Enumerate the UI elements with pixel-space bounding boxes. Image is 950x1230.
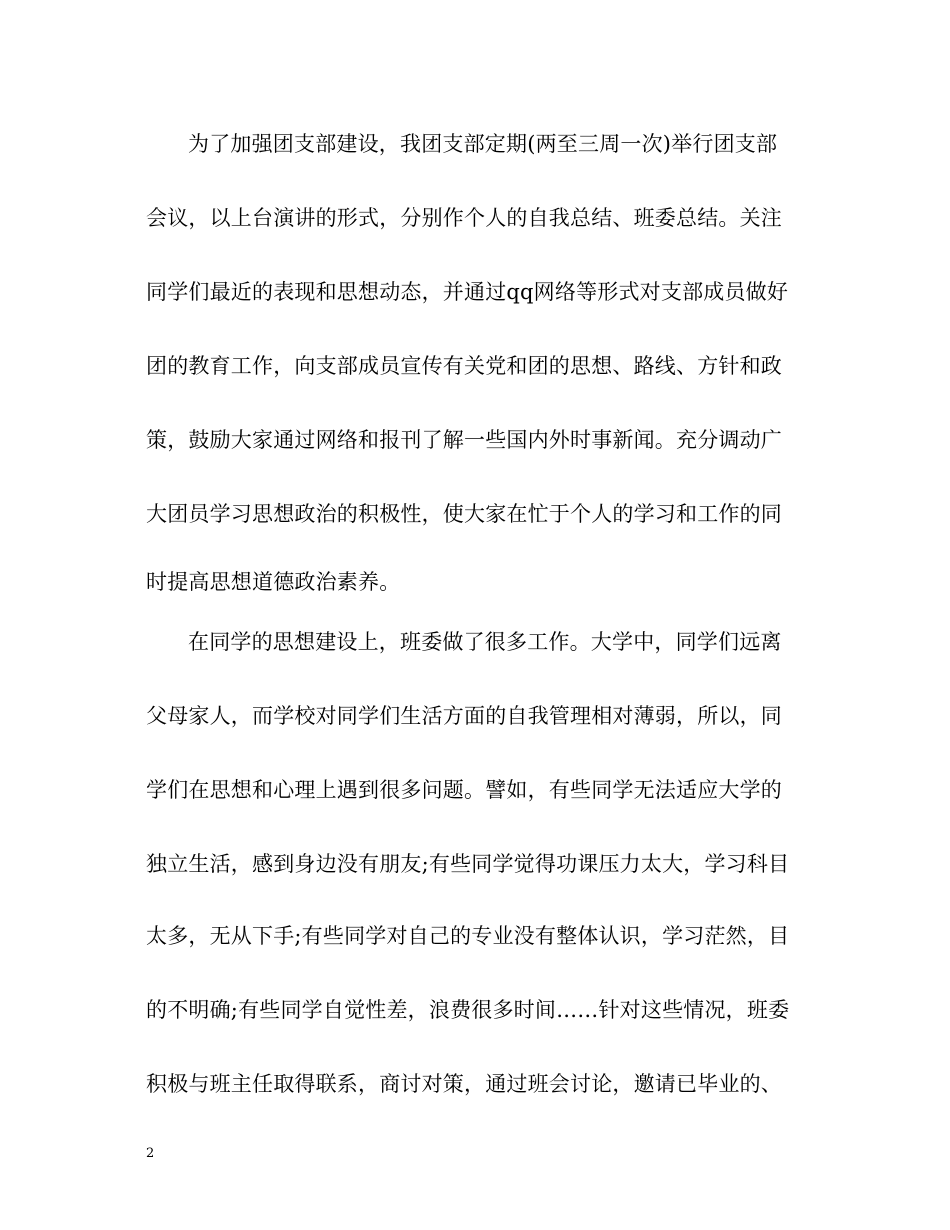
paragraph-1-line-7: 时提高思想道德政治素养。	[146, 570, 401, 594]
paragraph-1-line-5: 策，鼓励大家通过网络和报刊了解一些国内外时事新闻。充分调动广	[146, 428, 782, 452]
paragraph-1-line-2: 会议，以上台演讲的形式，分别作个人的自我总结、班委总结。关注	[146, 206, 782, 230]
paragraph-1-line-4: 团的教育工作，向支部成员宣传有关党和团的思想、路线、方针和政	[146, 354, 782, 378]
paragraph-1-line-6: 大团员学习思想政治的积极性，使大家在忙于个人的学习和工作的同	[146, 502, 782, 526]
paragraph-2-line-4: 独立生活，感到身边没有朋友;有些同学觉得功课压力太大，学习科目	[146, 852, 790, 876]
paragraph-2-line-7: 积极与班主任取得联系，商讨对策，通过班会讨论，邀请已毕业的、	[146, 1072, 782, 1096]
paragraph-1-line-3: 同学们最近的表现和思想动态，并通过qq网络等形式对支部成员做好	[146, 280, 789, 304]
page-number: 2	[146, 1146, 155, 1161]
paragraph-2-line-3: 学们在思想和心理上遇到很多问题。譬如，有些同学无法适应大学的	[146, 778, 782, 802]
paragraph-2-line-5: 太多，无从下手;有些同学对自己的专业没有整体认识，学习茫然，目	[146, 924, 790, 948]
paragraph-1-line-1: 为了加强团支部建设，我团支部定期(两至三周一次)举行团支部	[188, 132, 778, 156]
paragraph-2-line-2: 父母家人，而学校对同学们生活方面的自我管理相对薄弱，所以，同	[146, 704, 782, 728]
paragraph-2-line-1: 在同学的思想建设上，班委做了很多工作。大学中，同学们远离	[188, 630, 782, 654]
paragraph-2-line-6: 的不明确;有些同学自觉性差，浪费很多时间……针对这些情况，班委	[146, 998, 790, 1022]
